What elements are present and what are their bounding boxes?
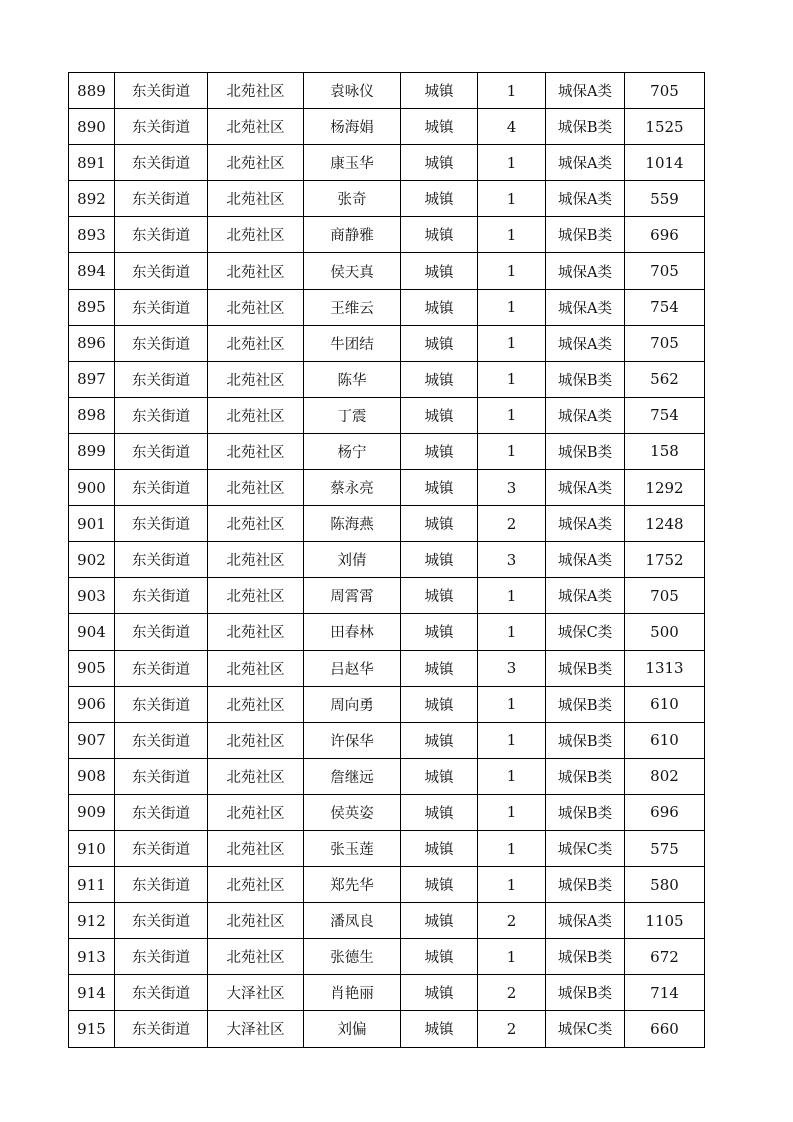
cell-household-size: 1 bbox=[478, 253, 546, 289]
cell-category: 城保C类 bbox=[546, 1011, 625, 1047]
cell-subdistrict: 东关街道 bbox=[115, 758, 208, 794]
table-row bbox=[69, 758, 705, 794]
table-row bbox=[69, 830, 705, 866]
cell-subdistrict: 东关街道 bbox=[115, 506, 208, 542]
cell-household-size: 2 bbox=[478, 903, 546, 939]
cell-category: 城保B类 bbox=[546, 867, 625, 903]
cell-subdistrict: 东关街道 bbox=[115, 650, 208, 686]
cell-amount: 705 bbox=[625, 73, 705, 109]
cell-community: 北苑社区 bbox=[208, 830, 304, 866]
cell-household-size: 2 bbox=[478, 1011, 546, 1047]
cell-category: 城保C类 bbox=[546, 830, 625, 866]
cell-category: 城保B类 bbox=[546, 939, 625, 975]
cell-amount: 1752 bbox=[625, 542, 705, 578]
cell-community: 北苑社区 bbox=[208, 578, 304, 614]
cell-community: 北苑社区 bbox=[208, 867, 304, 903]
cell-household-size: 1 bbox=[478, 145, 546, 181]
cell-name: 刘倩 bbox=[304, 542, 401, 578]
table-row bbox=[69, 289, 705, 325]
cell-subdistrict: 东关街道 bbox=[115, 794, 208, 830]
cell-amount: 705 bbox=[625, 253, 705, 289]
cell-row-number: 900 bbox=[69, 470, 115, 506]
cell-name: 张奇 bbox=[304, 181, 401, 217]
cell-row-number: 896 bbox=[69, 325, 115, 361]
cell-name: 田春林 bbox=[304, 614, 401, 650]
cell-row-number: 898 bbox=[69, 397, 115, 433]
cell-household-type: 城镇 bbox=[401, 830, 478, 866]
cell-row-number: 907 bbox=[69, 722, 115, 758]
cell-household-type: 城镇 bbox=[401, 542, 478, 578]
cell-household-size: 4 bbox=[478, 109, 546, 145]
cell-row-number: 909 bbox=[69, 794, 115, 830]
cell-amount: 672 bbox=[625, 939, 705, 975]
cell-household-type: 城镇 bbox=[401, 686, 478, 722]
cell-row-number: 914 bbox=[69, 975, 115, 1011]
cell-name: 蔡永亮 bbox=[304, 470, 401, 506]
cell-household-size: 1 bbox=[478, 361, 546, 397]
cell-household-type: 城镇 bbox=[401, 939, 478, 975]
cell-household-size: 2 bbox=[478, 975, 546, 1011]
cell-category: 城保A类 bbox=[546, 397, 625, 433]
table-row bbox=[69, 1011, 705, 1047]
cell-community: 北苑社区 bbox=[208, 470, 304, 506]
cell-name: 侯天真 bbox=[304, 253, 401, 289]
cell-amount: 562 bbox=[625, 361, 705, 397]
cell-category: 城保A类 bbox=[546, 506, 625, 542]
cell-amount: 158 bbox=[625, 433, 705, 469]
table-row bbox=[69, 650, 705, 686]
cell-household-size: 3 bbox=[478, 542, 546, 578]
cell-household-type: 城镇 bbox=[401, 722, 478, 758]
cell-subdistrict: 东关街道 bbox=[115, 397, 208, 433]
cell-category: 城保B类 bbox=[546, 758, 625, 794]
cell-subdistrict: 东关街道 bbox=[115, 361, 208, 397]
cell-name: 王维云 bbox=[304, 289, 401, 325]
cell-amount: 1525 bbox=[625, 109, 705, 145]
cell-row-number: 892 bbox=[69, 181, 115, 217]
cell-household-type: 城镇 bbox=[401, 181, 478, 217]
cell-name: 周霄霄 bbox=[304, 578, 401, 614]
cell-name: 商静雅 bbox=[304, 217, 401, 253]
cell-subdistrict: 东关街道 bbox=[115, 253, 208, 289]
cell-name: 张德生 bbox=[304, 939, 401, 975]
cell-household-type: 城镇 bbox=[401, 73, 478, 109]
cell-row-number: 908 bbox=[69, 758, 115, 794]
table-body bbox=[69, 73, 705, 1048]
cell-category: 城保B类 bbox=[546, 361, 625, 397]
cell-community: 大泽社区 bbox=[208, 1011, 304, 1047]
cell-household-size: 3 bbox=[478, 650, 546, 686]
cell-household-type: 城镇 bbox=[401, 397, 478, 433]
cell-amount: 610 bbox=[625, 722, 705, 758]
cell-household-size: 1 bbox=[478, 397, 546, 433]
cell-name: 侯英姿 bbox=[304, 794, 401, 830]
cell-row-number: 897 bbox=[69, 361, 115, 397]
cell-household-size: 1 bbox=[478, 758, 546, 794]
table-row bbox=[69, 361, 705, 397]
cell-subdistrict: 东关街道 bbox=[115, 181, 208, 217]
cell-subdistrict: 东关街道 bbox=[115, 939, 208, 975]
cell-amount: 696 bbox=[625, 794, 705, 830]
cell-row-number: 911 bbox=[69, 867, 115, 903]
cell-household-size: 1 bbox=[478, 325, 546, 361]
cell-household-size: 1 bbox=[478, 686, 546, 722]
cell-row-number: 893 bbox=[69, 217, 115, 253]
table-row bbox=[69, 939, 705, 975]
cell-amount: 610 bbox=[625, 686, 705, 722]
cell-community: 北苑社区 bbox=[208, 73, 304, 109]
cell-name: 杨宁 bbox=[304, 433, 401, 469]
cell-community: 北苑社区 bbox=[208, 794, 304, 830]
cell-household-size: 1 bbox=[478, 433, 546, 469]
cell-community: 北苑社区 bbox=[208, 903, 304, 939]
cell-row-number: 903 bbox=[69, 578, 115, 614]
cell-name: 吕赵华 bbox=[304, 650, 401, 686]
cell-community: 大泽社区 bbox=[208, 975, 304, 1011]
cell-category: 城保A类 bbox=[546, 903, 625, 939]
cell-community: 北苑社区 bbox=[208, 614, 304, 650]
cell-amount: 500 bbox=[625, 614, 705, 650]
cell-name: 康玉华 bbox=[304, 145, 401, 181]
cell-amount: 1014 bbox=[625, 145, 705, 181]
cell-community: 北苑社区 bbox=[208, 758, 304, 794]
cell-community: 北苑社区 bbox=[208, 253, 304, 289]
cell-category: 城保B类 bbox=[546, 217, 625, 253]
cell-category: 城保A类 bbox=[546, 470, 625, 506]
cell-row-number: 891 bbox=[69, 145, 115, 181]
cell-household-size: 1 bbox=[478, 794, 546, 830]
table-row bbox=[69, 578, 705, 614]
cell-household-size: 1 bbox=[478, 722, 546, 758]
cell-subdistrict: 东关街道 bbox=[115, 614, 208, 650]
table-row bbox=[69, 397, 705, 433]
cell-name: 周向勇 bbox=[304, 686, 401, 722]
cell-community: 北苑社区 bbox=[208, 722, 304, 758]
cell-subdistrict: 东关街道 bbox=[115, 722, 208, 758]
cell-category: 城保B类 bbox=[546, 686, 625, 722]
cell-household-size: 1 bbox=[478, 181, 546, 217]
cell-household-type: 城镇 bbox=[401, 470, 478, 506]
cell-category: 城保B类 bbox=[546, 722, 625, 758]
cell-row-number: 915 bbox=[69, 1011, 115, 1047]
cell-household-size: 1 bbox=[478, 830, 546, 866]
cell-household-size: 1 bbox=[478, 939, 546, 975]
table-row bbox=[69, 506, 705, 542]
cell-amount: 705 bbox=[625, 578, 705, 614]
cell-category: 城保A类 bbox=[546, 325, 625, 361]
cell-subdistrict: 东关街道 bbox=[115, 73, 208, 109]
table-row bbox=[69, 470, 705, 506]
cell-name: 郑先华 bbox=[304, 867, 401, 903]
table-row bbox=[69, 145, 705, 181]
cell-row-number: 905 bbox=[69, 650, 115, 686]
cell-subdistrict: 东关街道 bbox=[115, 470, 208, 506]
table-row bbox=[69, 73, 705, 109]
cell-name: 詹继远 bbox=[304, 758, 401, 794]
cell-community: 北苑社区 bbox=[208, 109, 304, 145]
cell-community: 北苑社区 bbox=[208, 433, 304, 469]
cell-amount: 580 bbox=[625, 867, 705, 903]
table-row bbox=[69, 686, 705, 722]
table-row bbox=[69, 325, 705, 361]
cell-category: 城保A类 bbox=[546, 73, 625, 109]
cell-category: 城保B类 bbox=[546, 109, 625, 145]
cell-household-size: 1 bbox=[478, 614, 546, 650]
cell-subdistrict: 东关街道 bbox=[115, 433, 208, 469]
cell-community: 北苑社区 bbox=[208, 397, 304, 433]
cell-household-size: 1 bbox=[478, 217, 546, 253]
cell-household-type: 城镇 bbox=[401, 325, 478, 361]
cell-row-number: 889 bbox=[69, 73, 115, 109]
cell-household-size: 3 bbox=[478, 470, 546, 506]
table-row bbox=[69, 867, 705, 903]
cell-household-type: 城镇 bbox=[401, 578, 478, 614]
cell-row-number: 890 bbox=[69, 109, 115, 145]
cell-community: 北苑社区 bbox=[208, 686, 304, 722]
cell-household-size: 1 bbox=[478, 73, 546, 109]
cell-category: 城保B类 bbox=[546, 975, 625, 1011]
cell-subdistrict: 东关街道 bbox=[115, 975, 208, 1011]
cell-row-number: 899 bbox=[69, 433, 115, 469]
cell-community: 北苑社区 bbox=[208, 650, 304, 686]
cell-category: 城保A类 bbox=[546, 542, 625, 578]
table-row bbox=[69, 217, 705, 253]
cell-community: 北苑社区 bbox=[208, 289, 304, 325]
cell-amount: 754 bbox=[625, 289, 705, 325]
table-row bbox=[69, 794, 705, 830]
cell-household-type: 城镇 bbox=[401, 650, 478, 686]
cell-row-number: 901 bbox=[69, 506, 115, 542]
cell-name: 袁咏仪 bbox=[304, 73, 401, 109]
cell-community: 北苑社区 bbox=[208, 181, 304, 217]
table-row bbox=[69, 542, 705, 578]
cell-name: 牛团结 bbox=[304, 325, 401, 361]
cell-subdistrict: 东关街道 bbox=[115, 1011, 208, 1047]
cell-subdistrict: 东关街道 bbox=[115, 867, 208, 903]
cell-household-type: 城镇 bbox=[401, 867, 478, 903]
cell-household-type: 城镇 bbox=[401, 903, 478, 939]
cell-amount: 660 bbox=[625, 1011, 705, 1047]
cell-name: 陈海燕 bbox=[304, 506, 401, 542]
cell-household-size: 2 bbox=[478, 506, 546, 542]
cell-amount: 1292 bbox=[625, 470, 705, 506]
cell-name: 张玉莲 bbox=[304, 830, 401, 866]
cell-amount: 696 bbox=[625, 217, 705, 253]
cell-subdistrict: 东关街道 bbox=[115, 325, 208, 361]
table-row bbox=[69, 903, 705, 939]
cell-household-type: 城镇 bbox=[401, 361, 478, 397]
cell-subdistrict: 东关街道 bbox=[115, 830, 208, 866]
cell-household-type: 城镇 bbox=[401, 758, 478, 794]
cell-community: 北苑社区 bbox=[208, 361, 304, 397]
cell-household-type: 城镇 bbox=[401, 614, 478, 650]
cell-category: 城保B类 bbox=[546, 433, 625, 469]
table-row bbox=[69, 181, 705, 217]
cell-household-type: 城镇 bbox=[401, 217, 478, 253]
cell-household-type: 城镇 bbox=[401, 1011, 478, 1047]
cell-community: 北苑社区 bbox=[208, 506, 304, 542]
cell-category: 城保C类 bbox=[546, 614, 625, 650]
cell-category: 城保B类 bbox=[546, 794, 625, 830]
cell-amount: 754 bbox=[625, 397, 705, 433]
cell-row-number: 906 bbox=[69, 686, 115, 722]
cell-name: 陈华 bbox=[304, 361, 401, 397]
cell-amount: 1313 bbox=[625, 650, 705, 686]
cell-household-type: 城镇 bbox=[401, 506, 478, 542]
cell-amount: 714 bbox=[625, 975, 705, 1011]
cell-subdistrict: 东关街道 bbox=[115, 578, 208, 614]
cell-category: 城保B类 bbox=[546, 650, 625, 686]
cell-row-number: 902 bbox=[69, 542, 115, 578]
cell-category: 城保A类 bbox=[546, 578, 625, 614]
cell-household-size: 1 bbox=[478, 867, 546, 903]
cell-row-number: 910 bbox=[69, 830, 115, 866]
cell-household-type: 城镇 bbox=[401, 975, 478, 1011]
cell-name: 潘凤良 bbox=[304, 903, 401, 939]
cell-amount: 802 bbox=[625, 758, 705, 794]
table-row bbox=[69, 253, 705, 289]
cell-community: 北苑社区 bbox=[208, 542, 304, 578]
subsidy-table bbox=[68, 72, 705, 1048]
cell-row-number: 894 bbox=[69, 253, 115, 289]
cell-name: 刘偏 bbox=[304, 1011, 401, 1047]
cell-row-number: 895 bbox=[69, 289, 115, 325]
cell-subdistrict: 东关街道 bbox=[115, 145, 208, 181]
cell-subdistrict: 东关街道 bbox=[115, 686, 208, 722]
cell-subdistrict: 东关街道 bbox=[115, 542, 208, 578]
cell-subdistrict: 东关街道 bbox=[115, 903, 208, 939]
cell-name: 杨海娟 bbox=[304, 109, 401, 145]
cell-amount: 705 bbox=[625, 325, 705, 361]
cell-name: 肖艳丽 bbox=[304, 975, 401, 1011]
cell-household-type: 城镇 bbox=[401, 289, 478, 325]
cell-community: 北苑社区 bbox=[208, 325, 304, 361]
table-row bbox=[69, 722, 705, 758]
cell-subdistrict: 东关街道 bbox=[115, 217, 208, 253]
cell-category: 城保A类 bbox=[546, 289, 625, 325]
cell-community: 北苑社区 bbox=[208, 145, 304, 181]
table-row bbox=[69, 109, 705, 145]
cell-row-number: 913 bbox=[69, 939, 115, 975]
cell-community: 北苑社区 bbox=[208, 939, 304, 975]
cell-household-type: 城镇 bbox=[401, 109, 478, 145]
cell-household-size: 1 bbox=[478, 578, 546, 614]
cell-amount: 575 bbox=[625, 830, 705, 866]
cell-amount: 559 bbox=[625, 181, 705, 217]
cell-category: 城保A类 bbox=[546, 253, 625, 289]
cell-community: 北苑社区 bbox=[208, 217, 304, 253]
cell-row-number: 912 bbox=[69, 903, 115, 939]
cell-household-type: 城镇 bbox=[401, 433, 478, 469]
table-row bbox=[69, 433, 705, 469]
table-row bbox=[69, 614, 705, 650]
cell-row-number: 904 bbox=[69, 614, 115, 650]
table-row bbox=[69, 975, 705, 1011]
cell-household-type: 城镇 bbox=[401, 145, 478, 181]
cell-household-size: 1 bbox=[478, 289, 546, 325]
cell-household-type: 城镇 bbox=[401, 253, 478, 289]
cell-amount: 1105 bbox=[625, 903, 705, 939]
cell-subdistrict: 东关街道 bbox=[115, 109, 208, 145]
cell-subdistrict: 东关街道 bbox=[115, 289, 208, 325]
cell-name: 丁震 bbox=[304, 397, 401, 433]
cell-category: 城保A类 bbox=[546, 181, 625, 217]
cell-category: 城保A类 bbox=[546, 145, 625, 181]
cell-household-type: 城镇 bbox=[401, 794, 478, 830]
cell-name: 许保华 bbox=[304, 722, 401, 758]
cell-amount: 1248 bbox=[625, 506, 705, 542]
